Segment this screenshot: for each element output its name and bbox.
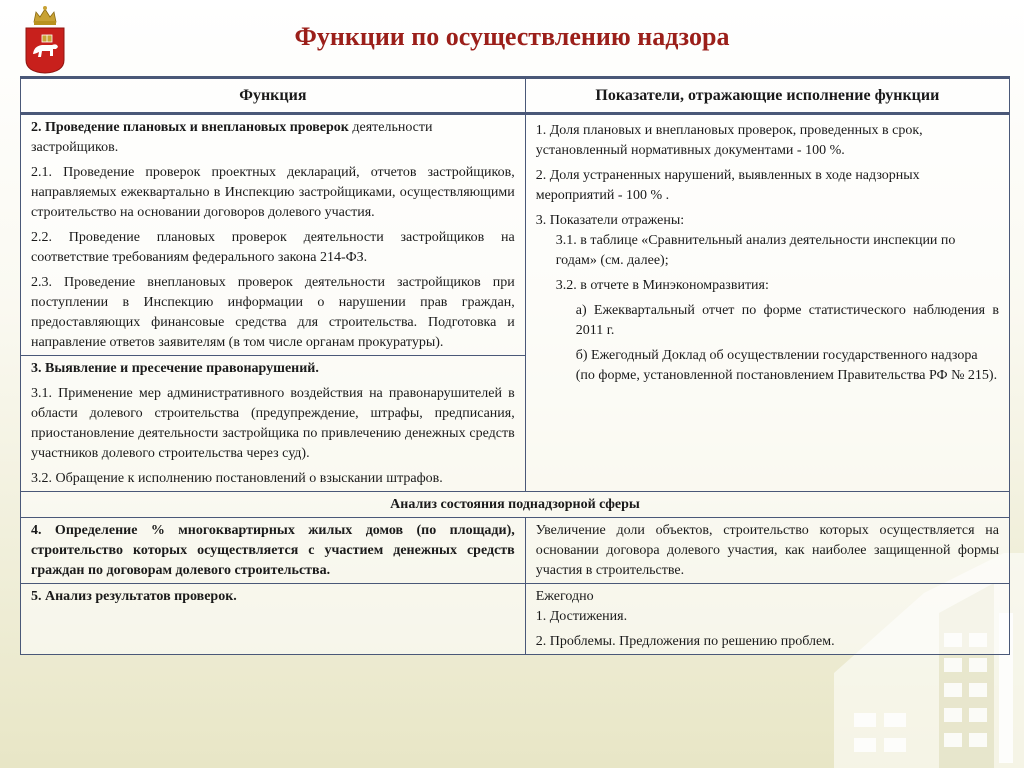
paragraph: 3.2. Обращение к исполнению постановлений о взыскании штрафов. bbox=[31, 471, 443, 486]
cell-definition bbox=[21, 518, 526, 584]
page-title: Функции по осуществлению надзора bbox=[294, 22, 730, 51]
paragraph bbox=[31, 587, 515, 607]
table-row bbox=[21, 518, 1010, 584]
cell-increase bbox=[525, 518, 1009, 584]
cell-annual bbox=[525, 584, 1009, 655]
paragraph: 1. Достижения. bbox=[535, 609, 628, 624]
cell-analysis bbox=[21, 584, 526, 655]
heading-rest: деятельности застройщиков. bbox=[31, 120, 433, 155]
paragraph: 3.2. в отчете в Минэкономразвития: bbox=[555, 278, 769, 293]
paragraph: 3.1. Применение мер административного воздействия на правонарушителей в области долевого строительства (предупреждение, штрафы, предписания, приостановление деятельности застройщика по привлечению денежных средств участников долевого строительства через суд). bbox=[31, 386, 515, 461]
cell-inspections bbox=[21, 114, 526, 356]
paragraph: 1. Доля плановых и внеплановых проверок, проведенных в срок, установленный нормативных документами - 100 %. bbox=[535, 123, 923, 158]
section-title: Анализ состояния поднадзорной сферы bbox=[21, 492, 1010, 518]
paragraph: 2.1. Проведение проверок проектных деклараций, отчетов застройщиков, направляемых ежеквартально в Инспекцию застройщиками, осуществляющими строительство на основании договоров долевого участия. bbox=[31, 165, 515, 220]
functions-table bbox=[20, 76, 1010, 655]
cell-violations bbox=[21, 356, 526, 492]
paragraph bbox=[31, 521, 515, 581]
paragraph: 2.3. Проведение внеплановых проверок деятельности застройщиков при поступлении в Инспекцию информации о нарушении прав граждан, предоставляющих финансовые средства для строительства. Подготовка и направление ответов заявителям (в том числе органам прокуратуры). bbox=[31, 275, 515, 350]
header-function: Функция bbox=[21, 78, 526, 114]
table-row bbox=[21, 584, 1010, 655]
header-indicators: Показатели, отражающие исполнение функции bbox=[525, 78, 1009, 114]
paragraph: 2. Доля устраненных нарушений, выявленных в ходе надзорных мероприятий - 100 % . bbox=[535, 168, 920, 203]
table-header-row bbox=[21, 78, 1010, 114]
paragraph: Ежегодно bbox=[535, 589, 594, 604]
paragraph: 2. Проблемы. Предложения по решению проблем. bbox=[535, 634, 835, 649]
paragraph bbox=[31, 118, 515, 158]
bold-heading: 5. Анализ результатов проверок. bbox=[31, 589, 237, 604]
bold-heading: 3. Выявление и пресечение правонарушений. bbox=[31, 361, 319, 376]
bold-heading: 2. Проведение плановых и внеплановых проверок bbox=[31, 120, 349, 135]
paragraph: Увеличение доли объектов, строительство которых осуществляется на основании договора долевого участия, как наиболее защищенной формы участия в строительстве. bbox=[535, 523, 999, 578]
paragraph: а) Ежеквартальный отчет по форме статистического наблюдения в 2011 г. bbox=[575, 303, 999, 338]
cell-indicators bbox=[525, 114, 1009, 492]
paragraph: 3. Показатели отражены: bbox=[535, 213, 685, 228]
paragraph: 3.1. в таблице «Сравнительный анализ деятельности инспекции по годам» (см. далее); bbox=[555, 233, 956, 268]
paragraph bbox=[31, 359, 515, 379]
bold-heading: 4. Определение % многоквартирных жилых домов (по площади), строительство которых осуществляется с участием денежных средств граждан по договорам долевого строительства. bbox=[31, 523, 515, 578]
table-row bbox=[21, 114, 1010, 356]
section-row bbox=[21, 492, 1010, 518]
paragraph: б) Ежегодный Доклад об осуществлении государственного надзора (по форме, установленной постановлением Правительства РФ № 215). bbox=[575, 348, 998, 383]
paragraph: 2.2. Проведение плановых проверок деятельности застройщиков на соответствие требованиям федерального закона 214-ФЗ. bbox=[31, 230, 515, 265]
